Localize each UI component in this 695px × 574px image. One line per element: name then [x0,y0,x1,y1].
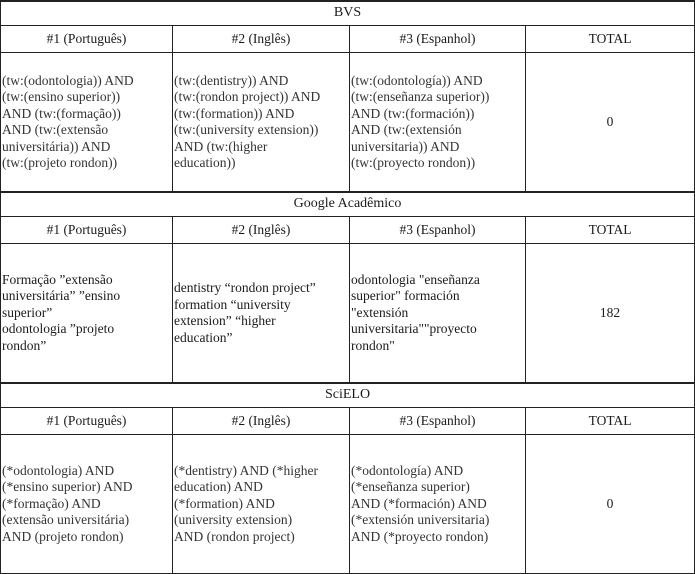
section-title-bvs: BVS [1,1,695,26]
total-count: 0 [526,53,695,193]
header-total: TOTAL [526,408,695,435]
query-spanish: (*odontología) AND (*enseñanza superior) AND (*formación) AND (*extensión universitaria) AND (*proyecto rondon) [350,435,526,574]
query-portuguese: (tw:(odontologia)) AND (tw:(ensino superior)) AND (tw:(formação)) AND (tw:(extensão universitária)) AND (tw:(projeto rondon)) [1,53,173,193]
query-portuguese: (*odontologia) AND (*ensino superior) AND (*formação) AND (extensão universitária) AND (projeto rondon) [1,435,173,574]
query-english: dentistry “rondon project” formation “university extension” “higher education” [173,244,350,384]
query-spanish: odontologia "enseñanza superior" formación "extensión universitaria""proyecto rondon" [350,244,526,384]
section-title-scielo: SciELO [1,383,695,408]
header-total: TOTAL [526,26,695,53]
header-total: TOTAL [526,217,695,244]
total-count: 182 [526,244,695,384]
query-spanish: (tw:(odontología)) AND (tw:(enseñanza superior)) AND (tw:(formación)) AND (tw:(extensión universitaria)) AND (tw:(proyecto rondon)) [350,53,526,193]
header-spanish: #3 (Espanhol) [350,408,526,435]
header-spanish: #3 (Espanhol) [350,26,526,53]
header-portuguese: #1 (Português) [1,408,173,435]
section-title-google-academico: Google Acadêmico [1,192,695,217]
query-english: (tw:(dentistry)) AND (tw:(rondon project)) AND (tw:(formation)) AND (tw:(university extension)) AND (tw:(higher education)) [173,53,350,193]
query-english: (*dentistry) AND (*higher education) AND (*formation) AND (university extension) AND (rondon project) [173,435,350,574]
header-english: #2 (Inglês) [173,26,350,53]
header-english: #2 (Inglês) [173,217,350,244]
query-portuguese: Formação ”extensão universitária” ”ensino superior” odontologia ”projeto rondon” [1,244,173,384]
total-count: 0 [526,435,695,574]
header-portuguese: #1 (Português) [1,217,173,244]
header-portuguese: #1 (Português) [1,26,173,53]
header-spanish: #3 (Espanhol) [350,217,526,244]
header-english: #2 (Inglês) [173,408,350,435]
